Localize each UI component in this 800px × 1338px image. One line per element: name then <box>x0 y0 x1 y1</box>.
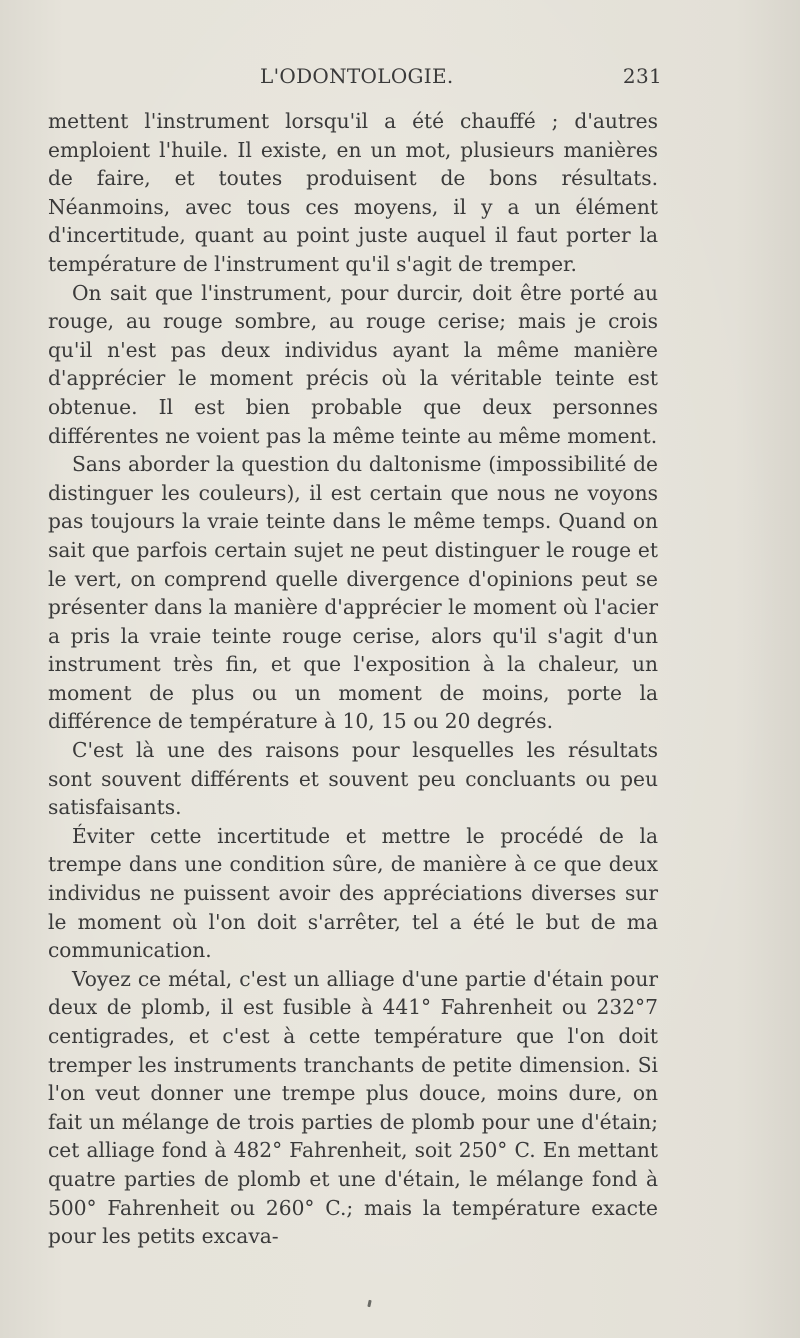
ink-speck <box>367 1300 371 1307</box>
running-head <box>48 64 662 92</box>
paragraph-6: Voyez ce métal, c'est un alliage d'une partie d'étain pour deux de plomb, il est fusible à 441° Fahrenheit ou 232°7 centigrades, et c'est à cette température que l'on doit tremper les instruments tranchants de petite dimension. Si l'on veut donner une trempe plus douce, moins dure, on fait un mélange de trois parties de plomb pour une d'étain; cet alliage fond à 482° Fahrenheit, soit 250° C. En mettant quatre parties de plomb et une d'étain, le mélange fond à 500° Fahrenheit ou 260° C.; mais la température exacte pour les petits excava- <box>48 966 658 1249</box>
paragraph-4: C'est là une des raisons pour lesquelles les résultats sont souvent différents et souvent peu concluants ou peu satisfaisants. <box>48 738 658 820</box>
paragraph-5: Éviter cette incertitude et mettre le procédé de la trempe dans une condition sûre, de manière à ce que deux individus ne puissent avoir des appréciations diverses sur le moment où l'on doit s'arrêter, tel a été le but de ma communication. <box>48 823 658 963</box>
body-text <box>48 107 658 1251</box>
paragraph-3: Sans aborder la question du daltonisme (impossibilité de distinguer les couleurs), il est certain que nous ne voyons pas toujours la vraie teinte dans le même temps. Quand on sait que parfois certain sujet ne peut distinguer le rouge et le vert, on comprend quelle divergence d'opinions peut se présenter dans la manière d'apprécier le moment où l'acier a pris la vraie teinte rouge cerise, alors qu'il s'agit d'un instrument très fin, et que l'exposition à la chaleur, un moment de plus ou un moment de moins, porte la différence de température à 10, 15 ou 20 degrés. <box>48 452 658 734</box>
paragraph-2: On sait que l'instrument, pour durcir, doit être porté au rouge, au rouge sombre, au rouge cerise; mais je crois qu'il n'est pas deux individus ayant la même manière d'apprécier le moment précis où la véritable teinte est obtenue. Il est bien probable que deux personnes différentes ne voient pas la même teinte au même moment. <box>48 280 658 448</box>
page-number: 231 <box>622 64 662 88</box>
paragraph-1: mettent l'instrument lorsqu'il a été chauffé ; d'autres emploient l'huile. Il existe, en un mot, plusieurs manières de faire, et toutes produisent de bons résultats. Néanmoins, avec tous ces moyens, il y a un élément d'incertitude, quant au point juste auquel il faut porter la température de l'instrument qu'il s'agit de tremper. <box>48 109 658 276</box>
journal-title: L'ODONTOLOGIE. <box>260 64 454 88</box>
